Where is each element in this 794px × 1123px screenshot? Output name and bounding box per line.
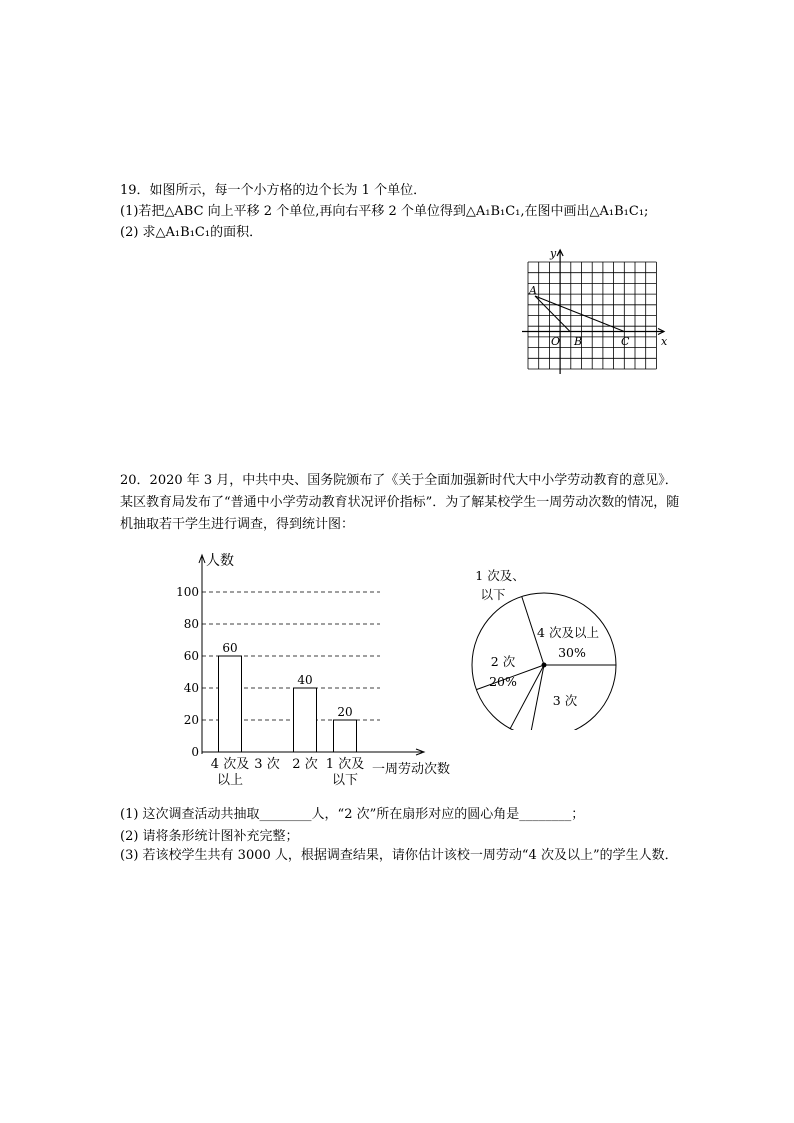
- pie-chart: [455, 555, 630, 730]
- y-tick-label-60: 60: [183, 649, 199, 663]
- x-tick-label-0-line1: 4 次及: [210, 757, 250, 772]
- q20-question1: (1) 这次调查活动共抽取________人，“2 次”所在扇形对应的圆心角是________；: [120, 807, 585, 822]
- q20-question3: (3) 若该校学生共有 3000 人，根据调查结果，请你估计该校一周劳动“4 次及以上”的学生人数．: [120, 848, 678, 863]
- pie-slice-label-1-line1: 3 次: [552, 693, 578, 708]
- x-axis-title: 一周劳动次数: [372, 762, 451, 777]
- origin-label: O: [551, 335, 561, 348]
- pie-slice-label-2-line2: 20%: [489, 674, 517, 689]
- x-tick-label-1-line1: 3 次: [254, 757, 280, 772]
- y-tick-label-0: 0: [191, 745, 199, 759]
- pie-slice-label-0-line1: 4 次及以上: [537, 625, 599, 640]
- pie-slice-label-3-line1: 1 次及、: [475, 568, 525, 583]
- bar-value-label-3: 20: [337, 705, 353, 719]
- bar-0: [219, 656, 242, 752]
- pie-slice-label-3-line2: 以下: [480, 587, 506, 602]
- point-c-label: C: [621, 335, 630, 348]
- x-tick-label-3-line1: 1 次及: [325, 757, 365, 772]
- y-tick-label-40: 40: [183, 681, 199, 695]
- axes: [522, 250, 664, 374]
- q20-paragraph: 20．2020 年 3 月，中共中央、国务院颁布了《关于全面加强新时代大中小学劳动教育的意见》．某区教育局发布了“普通中小学劳动教育状况评价指标”．为了解某校学生一周劳动次数的情况，随机抽取若干学生进行调查，得到统计图：: [120, 473, 680, 532]
- bar-3: [334, 720, 357, 752]
- x-tick-label-2-line1: 2 次: [292, 757, 318, 772]
- q20-question2: (2) 请将条形统计图补充完整；: [120, 829, 299, 844]
- grid-lines: [528, 262, 656, 369]
- q19-line1: 19．如图所示，每一个小方格的边个长为 1 个单位．: [120, 183, 427, 198]
- coordinate-grid: [520, 246, 670, 378]
- pie-slice-label-0-line2: 30%: [558, 645, 586, 660]
- pie-center-dot: [542, 663, 547, 668]
- y-axis-title: 人数: [206, 553, 234, 569]
- bar-2: [294, 688, 317, 752]
- q19-line3: (2) 求△A₁B₁C₁的面积．: [120, 225, 263, 240]
- x-axis-label: x: [661, 335, 668, 348]
- q19-line2: (1)若把△ABC 向上平移 2 个单位,再向右平移 2 个单位得到△A₁B₁C₁,在图中画出△A₁B₁C₁;: [120, 204, 649, 219]
- bar-chart: [160, 545, 465, 795]
- y-tick-label-100: 100: [176, 585, 199, 599]
- y-tick-label-20: 20: [183, 713, 199, 727]
- y-axis-label: y: [550, 247, 557, 260]
- pie-slice-label-2-line1: 2 次: [490, 654, 516, 669]
- point-a-label: A: [529, 284, 537, 297]
- bar-value-label-2: 40: [297, 673, 313, 687]
- x-tick-label-0-line2: 以上: [216, 773, 244, 788]
- bar-value-label-0: 60: [222, 641, 238, 655]
- point-b-label: B: [574, 335, 583, 348]
- x-tick-label-3-line2: 以下: [331, 773, 359, 788]
- y-tick-label-80: 80: [183, 617, 199, 631]
